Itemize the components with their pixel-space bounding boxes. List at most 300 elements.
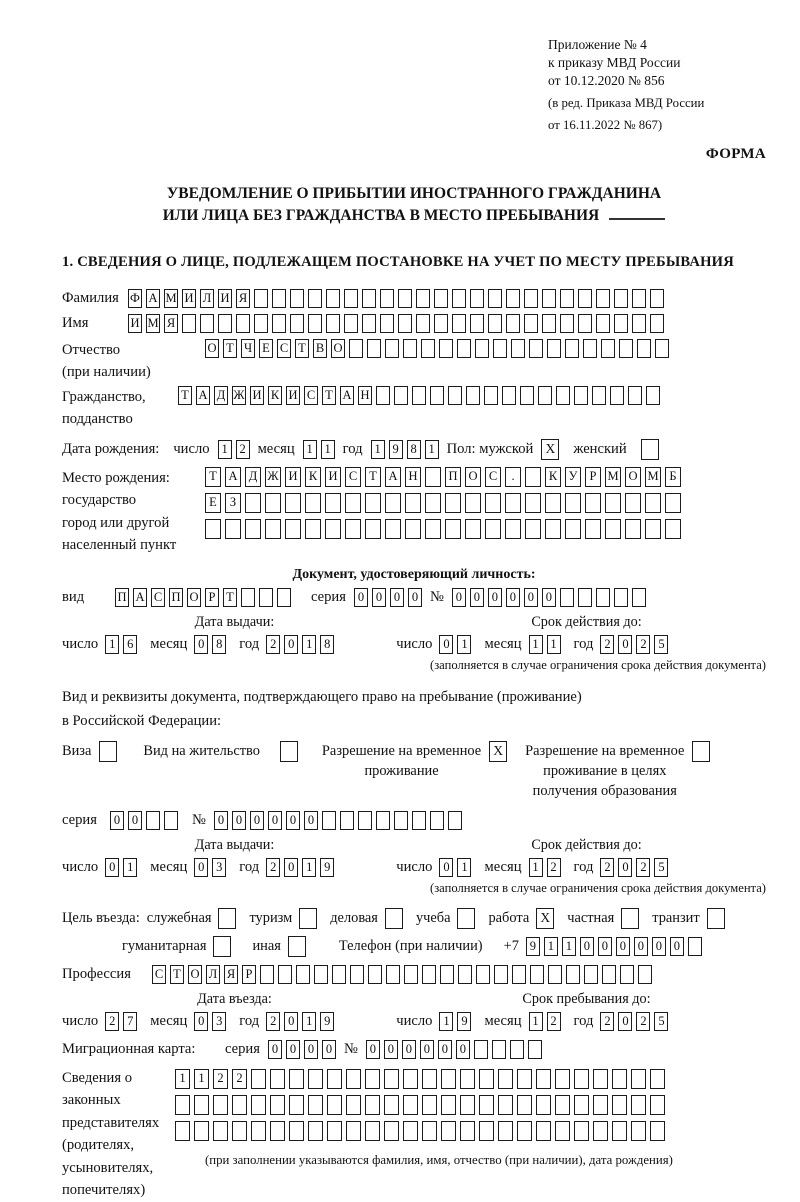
char-cell[interactable] <box>555 1069 570 1089</box>
char-cell[interactable]: Т <box>223 588 237 607</box>
char-cell[interactable]: П <box>445 467 461 487</box>
char-cell[interactable]: И <box>182 289 196 308</box>
char-cell[interactable]: 0 <box>452 588 466 607</box>
char-cell[interactable] <box>466 386 480 405</box>
char-cell[interactable] <box>254 314 268 333</box>
char-cell[interactable]: Т <box>365 467 381 487</box>
char-cell[interactable]: 7 <box>123 1012 137 1031</box>
char-cell[interactable]: 0 <box>194 858 208 877</box>
char-cell[interactable] <box>327 1121 342 1141</box>
char-cell[interactable] <box>422 1069 437 1089</box>
purpose-work-checkbox[interactable]: X <box>536 908 554 929</box>
char-cell[interactable]: Т <box>295 339 309 358</box>
char-cell[interactable]: Н <box>405 467 421 487</box>
char-cell[interactable] <box>460 1069 475 1089</box>
char-cell[interactable] <box>479 1069 494 1089</box>
char-cell[interactable] <box>385 519 401 539</box>
char-cell[interactable]: Б <box>665 467 681 487</box>
char-cell[interactable] <box>194 1095 209 1115</box>
char-cell[interactable]: 1 <box>529 858 543 877</box>
purpose-tourism-checkbox[interactable] <box>299 908 317 929</box>
char-cell[interactable] <box>314 965 328 984</box>
char-cell[interactable] <box>254 289 268 308</box>
char-cell[interactable] <box>265 519 281 539</box>
char-cell[interactable]: И <box>285 467 301 487</box>
char-cell[interactable] <box>200 314 214 333</box>
char-cell[interactable]: З <box>225 493 241 513</box>
char-cell[interactable] <box>601 339 615 358</box>
char-cell[interactable] <box>308 1069 323 1089</box>
char-cell[interactable]: 0 <box>634 937 648 956</box>
char-cell[interactable] <box>289 1095 304 1115</box>
char-cell[interactable]: Р <box>242 965 256 984</box>
char-cell[interactable]: А <box>385 467 401 487</box>
char-cell[interactable] <box>422 965 436 984</box>
char-cell[interactable]: 1 <box>425 440 439 459</box>
char-cell[interactable] <box>349 339 363 358</box>
char-cell[interactable]: М <box>605 467 621 487</box>
char-cell[interactable] <box>403 1095 418 1115</box>
char-cell[interactable] <box>448 811 462 830</box>
char-cell[interactable] <box>574 1095 589 1115</box>
char-cell[interactable]: 1 <box>457 635 471 654</box>
char-cell[interactable]: С <box>304 386 318 405</box>
char-cell[interactable] <box>365 1121 380 1141</box>
char-cell[interactable]: С <box>485 467 501 487</box>
char-cell[interactable] <box>498 1069 513 1089</box>
char-cell[interactable] <box>441 1069 456 1089</box>
char-cell[interactable]: О <box>205 339 219 358</box>
char-cell[interactable] <box>398 289 412 308</box>
char-cell[interactable]: И <box>128 314 142 333</box>
char-cell[interactable] <box>430 811 444 830</box>
char-cell[interactable]: 0 <box>598 937 612 956</box>
char-cell[interactable] <box>305 519 321 539</box>
char-cell[interactable] <box>441 1121 456 1141</box>
char-cell[interactable]: 9 <box>320 1012 334 1031</box>
char-cell[interactable] <box>650 1121 665 1141</box>
char-cell[interactable] <box>441 1095 456 1115</box>
temp-residence-edu-checkbox[interactable] <box>692 741 710 762</box>
char-cell[interactable] <box>614 588 628 607</box>
char-cell[interactable] <box>251 1069 266 1089</box>
char-cell[interactable] <box>350 965 364 984</box>
char-cell[interactable]: С <box>277 339 291 358</box>
char-cell[interactable] <box>327 1095 342 1115</box>
char-cell[interactable] <box>585 493 601 513</box>
char-cell[interactable] <box>631 1095 646 1115</box>
char-cell[interactable] <box>403 1121 418 1141</box>
char-cell[interactable]: С <box>345 467 361 487</box>
purpose-other-checkbox[interactable] <box>288 936 306 957</box>
char-cell[interactable] <box>536 1095 551 1115</box>
char-cell[interactable] <box>385 339 399 358</box>
char-cell[interactable]: 0 <box>390 588 404 607</box>
char-cell[interactable] <box>365 493 381 513</box>
char-cell[interactable]: 1 <box>218 440 232 459</box>
char-cell[interactable] <box>565 493 581 513</box>
char-cell[interactable]: 0 <box>304 811 318 830</box>
char-cell[interactable]: Т <box>223 339 237 358</box>
char-cell[interactable]: 0 <box>284 1012 298 1031</box>
char-cell[interactable]: 1 <box>105 635 119 654</box>
char-cell[interactable] <box>470 314 484 333</box>
char-cell[interactable]: Р <box>205 588 219 607</box>
char-cell[interactable]: Т <box>170 965 184 984</box>
char-cell[interactable] <box>596 588 610 607</box>
char-cell[interactable] <box>614 289 628 308</box>
temp-residence-checkbox[interactable]: X <box>489 741 507 762</box>
char-cell[interactable] <box>327 1069 342 1089</box>
char-cell[interactable] <box>232 1121 247 1141</box>
char-cell[interactable] <box>565 519 581 539</box>
char-cell[interactable]: Ж <box>232 386 246 405</box>
char-cell[interactable] <box>457 339 471 358</box>
char-cell[interactable] <box>270 1069 285 1089</box>
char-cell[interactable]: 0 <box>372 588 386 607</box>
char-cell[interactable] <box>511 339 525 358</box>
char-cell[interactable]: 0 <box>456 1040 470 1059</box>
char-cell[interactable] <box>545 493 561 513</box>
char-cell[interactable]: 8 <box>212 635 226 654</box>
char-cell[interactable] <box>422 1095 437 1115</box>
char-cell[interactable]: 0 <box>670 937 684 956</box>
char-cell[interactable]: 1 <box>194 1069 209 1089</box>
char-cell[interactable] <box>344 289 358 308</box>
char-cell[interactable] <box>434 314 448 333</box>
char-cell[interactable]: 0 <box>286 1040 300 1059</box>
char-cell[interactable] <box>425 519 441 539</box>
char-cell[interactable]: 5 <box>654 1012 668 1031</box>
char-cell[interactable]: 2 <box>266 635 280 654</box>
char-cell[interactable] <box>583 339 597 358</box>
char-cell[interactable]: И <box>286 386 300 405</box>
char-cell[interactable] <box>285 493 301 513</box>
char-cell[interactable] <box>367 339 381 358</box>
purpose-study-checkbox[interactable] <box>457 908 475 929</box>
char-cell[interactable]: Т <box>322 386 336 405</box>
char-cell[interactable]: Е <box>259 339 273 358</box>
char-cell[interactable] <box>416 314 430 333</box>
char-cell[interactable] <box>555 1095 570 1115</box>
char-cell[interactable] <box>545 519 561 539</box>
char-cell[interactable] <box>578 314 592 333</box>
char-cell[interactable]: Т <box>178 386 192 405</box>
char-cell[interactable]: 2 <box>213 1069 228 1089</box>
char-cell[interactable] <box>605 519 621 539</box>
char-cell[interactable]: 0 <box>402 1040 416 1059</box>
char-cell[interactable]: 0 <box>128 811 142 830</box>
char-cell[interactable]: . <box>505 467 521 487</box>
char-cell[interactable]: Д <box>214 386 228 405</box>
char-cell[interactable] <box>655 339 669 358</box>
char-cell[interactable] <box>448 386 462 405</box>
char-cell[interactable]: 8 <box>320 635 334 654</box>
char-cell[interactable] <box>542 314 556 333</box>
char-cell[interactable] <box>236 314 250 333</box>
char-cell[interactable] <box>232 1095 247 1115</box>
char-cell[interactable]: Р <box>585 467 601 487</box>
char-cell[interactable]: 2 <box>105 1012 119 1031</box>
char-cell[interactable]: Д <box>245 467 261 487</box>
char-cell[interactable]: В <box>313 339 327 358</box>
char-cell[interactable] <box>362 314 376 333</box>
char-cell[interactable]: А <box>340 386 354 405</box>
char-cell[interactable] <box>322 811 336 830</box>
char-cell[interactable] <box>384 1095 399 1115</box>
char-cell[interactable] <box>498 1121 513 1141</box>
char-cell[interactable] <box>505 493 521 513</box>
char-cell[interactable] <box>560 588 574 607</box>
char-cell[interactable]: 2 <box>600 858 614 877</box>
char-cell[interactable]: О <box>188 965 202 984</box>
char-cell[interactable] <box>488 289 502 308</box>
char-cell[interactable]: К <box>268 386 282 405</box>
char-cell[interactable] <box>325 519 341 539</box>
char-cell[interactable]: 0 <box>286 811 300 830</box>
char-cell[interactable] <box>404 965 418 984</box>
char-cell[interactable]: А <box>225 467 241 487</box>
char-cell[interactable] <box>525 467 541 487</box>
char-cell[interactable]: К <box>545 467 561 487</box>
char-cell[interactable] <box>430 386 444 405</box>
char-cell[interactable] <box>585 519 601 539</box>
char-cell[interactable]: С <box>151 588 165 607</box>
char-cell[interactable] <box>605 493 621 513</box>
char-cell[interactable]: Л <box>200 289 214 308</box>
char-cell[interactable] <box>593 1069 608 1089</box>
char-cell[interactable]: 0 <box>384 1040 398 1059</box>
char-cell[interactable] <box>225 519 241 539</box>
visa-checkbox[interactable] <box>99 741 117 762</box>
char-cell[interactable] <box>405 493 421 513</box>
char-cell[interactable] <box>260 965 274 984</box>
char-cell[interactable] <box>164 811 178 830</box>
char-cell[interactable] <box>556 386 570 405</box>
char-cell[interactable] <box>547 339 561 358</box>
char-cell[interactable] <box>494 965 508 984</box>
char-cell[interactable]: 1 <box>371 440 385 459</box>
char-cell[interactable] <box>485 519 501 539</box>
char-cell[interactable] <box>245 493 261 513</box>
char-cell[interactable]: 0 <box>284 858 298 877</box>
char-cell[interactable] <box>525 519 541 539</box>
char-cell[interactable] <box>272 314 286 333</box>
purpose-transit-checkbox[interactable] <box>707 908 725 929</box>
char-cell[interactable] <box>460 1121 475 1141</box>
char-cell[interactable]: 1 <box>457 858 471 877</box>
char-cell[interactable]: 2 <box>266 858 280 877</box>
char-cell[interactable]: 8 <box>407 440 421 459</box>
char-cell[interactable]: Н <box>358 386 372 405</box>
char-cell[interactable] <box>218 314 232 333</box>
char-cell[interactable] <box>525 493 541 513</box>
char-cell[interactable] <box>529 339 543 358</box>
char-cell[interactable] <box>593 1095 608 1115</box>
char-cell[interactable] <box>412 811 426 830</box>
char-cell[interactable] <box>308 314 322 333</box>
char-cell[interactable]: 0 <box>438 1040 452 1059</box>
char-cell[interactable]: 0 <box>250 811 264 830</box>
char-cell[interactable]: 1 <box>303 440 317 459</box>
char-cell[interactable] <box>498 1095 513 1115</box>
char-cell[interactable] <box>510 1040 524 1059</box>
char-cell[interactable]: 2 <box>232 1069 247 1089</box>
char-cell[interactable]: 0 <box>268 811 282 830</box>
char-cell[interactable]: 0 <box>232 811 246 830</box>
char-cell[interactable] <box>346 1095 361 1115</box>
char-cell[interactable] <box>376 811 390 830</box>
char-cell[interactable] <box>688 937 702 956</box>
char-cell[interactable] <box>632 314 646 333</box>
char-cell[interactable]: Я <box>164 314 178 333</box>
char-cell[interactable] <box>403 339 417 358</box>
char-cell[interactable] <box>285 519 301 539</box>
char-cell[interactable]: П <box>169 588 183 607</box>
char-cell[interactable]: 9 <box>389 440 403 459</box>
char-cell[interactable]: 0 <box>420 1040 434 1059</box>
char-cell[interactable] <box>475 339 489 358</box>
char-cell[interactable] <box>610 386 624 405</box>
char-cell[interactable] <box>445 519 461 539</box>
char-cell[interactable]: 0 <box>214 811 228 830</box>
char-cell[interactable] <box>340 811 354 830</box>
char-cell[interactable]: 2 <box>547 858 561 877</box>
char-cell[interactable]: 0 <box>322 1040 336 1059</box>
char-cell[interactable] <box>612 1121 627 1141</box>
char-cell[interactable]: 1 <box>302 1012 316 1031</box>
char-cell[interactable] <box>346 1121 361 1141</box>
char-cell[interactable] <box>465 493 481 513</box>
char-cell[interactable] <box>517 1069 532 1089</box>
char-cell[interactable] <box>175 1121 190 1141</box>
char-cell[interactable] <box>584 965 598 984</box>
char-cell[interactable]: 2 <box>636 1012 650 1031</box>
residence-permit-checkbox[interactable] <box>280 741 298 762</box>
purpose-private-checkbox[interactable] <box>621 908 639 929</box>
char-cell[interactable] <box>574 386 588 405</box>
char-cell[interactable] <box>479 1095 494 1115</box>
char-cell[interactable] <box>277 588 291 607</box>
char-cell[interactable]: К <box>305 467 321 487</box>
char-cell[interactable] <box>380 289 394 308</box>
char-cell[interactable] <box>384 1121 399 1141</box>
char-cell[interactable] <box>638 965 652 984</box>
char-cell[interactable] <box>665 493 681 513</box>
char-cell[interactable] <box>536 1121 551 1141</box>
char-cell[interactable]: Т <box>205 467 221 487</box>
char-cell[interactable] <box>474 1040 488 1059</box>
char-cell[interactable]: 0 <box>616 937 630 956</box>
char-cell[interactable] <box>632 289 646 308</box>
char-cell[interactable]: Ч <box>241 339 255 358</box>
char-cell[interactable] <box>476 965 490 984</box>
char-cell[interactable]: О <box>625 467 641 487</box>
char-cell[interactable]: Я <box>224 965 238 984</box>
char-cell[interactable] <box>326 314 340 333</box>
char-cell[interactable]: 2 <box>547 1012 561 1031</box>
char-cell[interactable] <box>602 965 616 984</box>
char-cell[interactable] <box>524 289 538 308</box>
char-cell[interactable]: 0 <box>268 1040 282 1059</box>
char-cell[interactable]: 0 <box>618 635 632 654</box>
char-cell[interactable] <box>612 1069 627 1089</box>
char-cell[interactable] <box>365 519 381 539</box>
char-cell[interactable] <box>308 1121 323 1141</box>
char-cell[interactable] <box>308 289 322 308</box>
char-cell[interactable]: У <box>565 467 581 487</box>
char-cell[interactable] <box>182 314 196 333</box>
sex-female-checkbox[interactable] <box>641 439 659 460</box>
char-cell[interactable] <box>512 965 526 984</box>
char-cell[interactable] <box>650 1095 665 1115</box>
char-cell[interactable]: 0 <box>524 588 538 607</box>
char-cell[interactable] <box>412 386 426 405</box>
char-cell[interactable] <box>368 965 382 984</box>
char-cell[interactable] <box>631 1121 646 1141</box>
char-cell[interactable] <box>631 1069 646 1089</box>
char-cell[interactable] <box>326 289 340 308</box>
char-cell[interactable] <box>479 1121 494 1141</box>
char-cell[interactable] <box>628 386 642 405</box>
char-cell[interactable] <box>560 289 574 308</box>
char-cell[interactable]: 0 <box>506 588 520 607</box>
char-cell[interactable]: 1 <box>123 858 137 877</box>
char-cell[interactable]: С <box>152 965 166 984</box>
char-cell[interactable] <box>470 289 484 308</box>
char-cell[interactable] <box>345 519 361 539</box>
char-cell[interactable]: 2 <box>636 635 650 654</box>
char-cell[interactable] <box>425 493 441 513</box>
char-cell[interactable] <box>398 314 412 333</box>
char-cell[interactable] <box>213 1121 228 1141</box>
char-cell[interactable] <box>265 493 281 513</box>
char-cell[interactable]: А <box>133 588 147 607</box>
char-cell[interactable] <box>458 965 472 984</box>
sex-male-checkbox[interactable]: X <box>541 439 559 460</box>
char-cell[interactable] <box>574 1069 589 1089</box>
char-cell[interactable] <box>574 1121 589 1141</box>
char-cell[interactable] <box>520 386 534 405</box>
char-cell[interactable]: 2 <box>266 1012 280 1031</box>
char-cell[interactable] <box>645 519 661 539</box>
char-cell[interactable] <box>593 1121 608 1141</box>
purpose-humanitarian-checkbox[interactable] <box>213 936 231 957</box>
char-cell[interactable]: М <box>164 289 178 308</box>
char-cell[interactable] <box>517 1121 532 1141</box>
char-cell[interactable] <box>146 811 160 830</box>
char-cell[interactable] <box>346 1069 361 1089</box>
purpose-business-checkbox[interactable] <box>385 908 403 929</box>
char-cell[interactable] <box>385 493 401 513</box>
char-cell[interactable] <box>425 467 441 487</box>
char-cell[interactable]: О <box>331 339 345 358</box>
char-cell[interactable]: 0 <box>105 858 119 877</box>
char-cell[interactable]: 0 <box>194 635 208 654</box>
char-cell[interactable] <box>290 289 304 308</box>
char-cell[interactable]: 0 <box>194 1012 208 1031</box>
char-cell[interactable] <box>645 493 661 513</box>
char-cell[interactable] <box>365 1069 380 1089</box>
char-cell[interactable]: 6 <box>123 635 137 654</box>
char-cell[interactable]: И <box>218 289 232 308</box>
char-cell[interactable]: 2 <box>236 440 250 459</box>
char-cell[interactable] <box>566 965 580 984</box>
char-cell[interactable] <box>362 289 376 308</box>
char-cell[interactable] <box>517 1095 532 1115</box>
char-cell[interactable]: М <box>645 467 661 487</box>
char-cell[interactable] <box>620 965 634 984</box>
